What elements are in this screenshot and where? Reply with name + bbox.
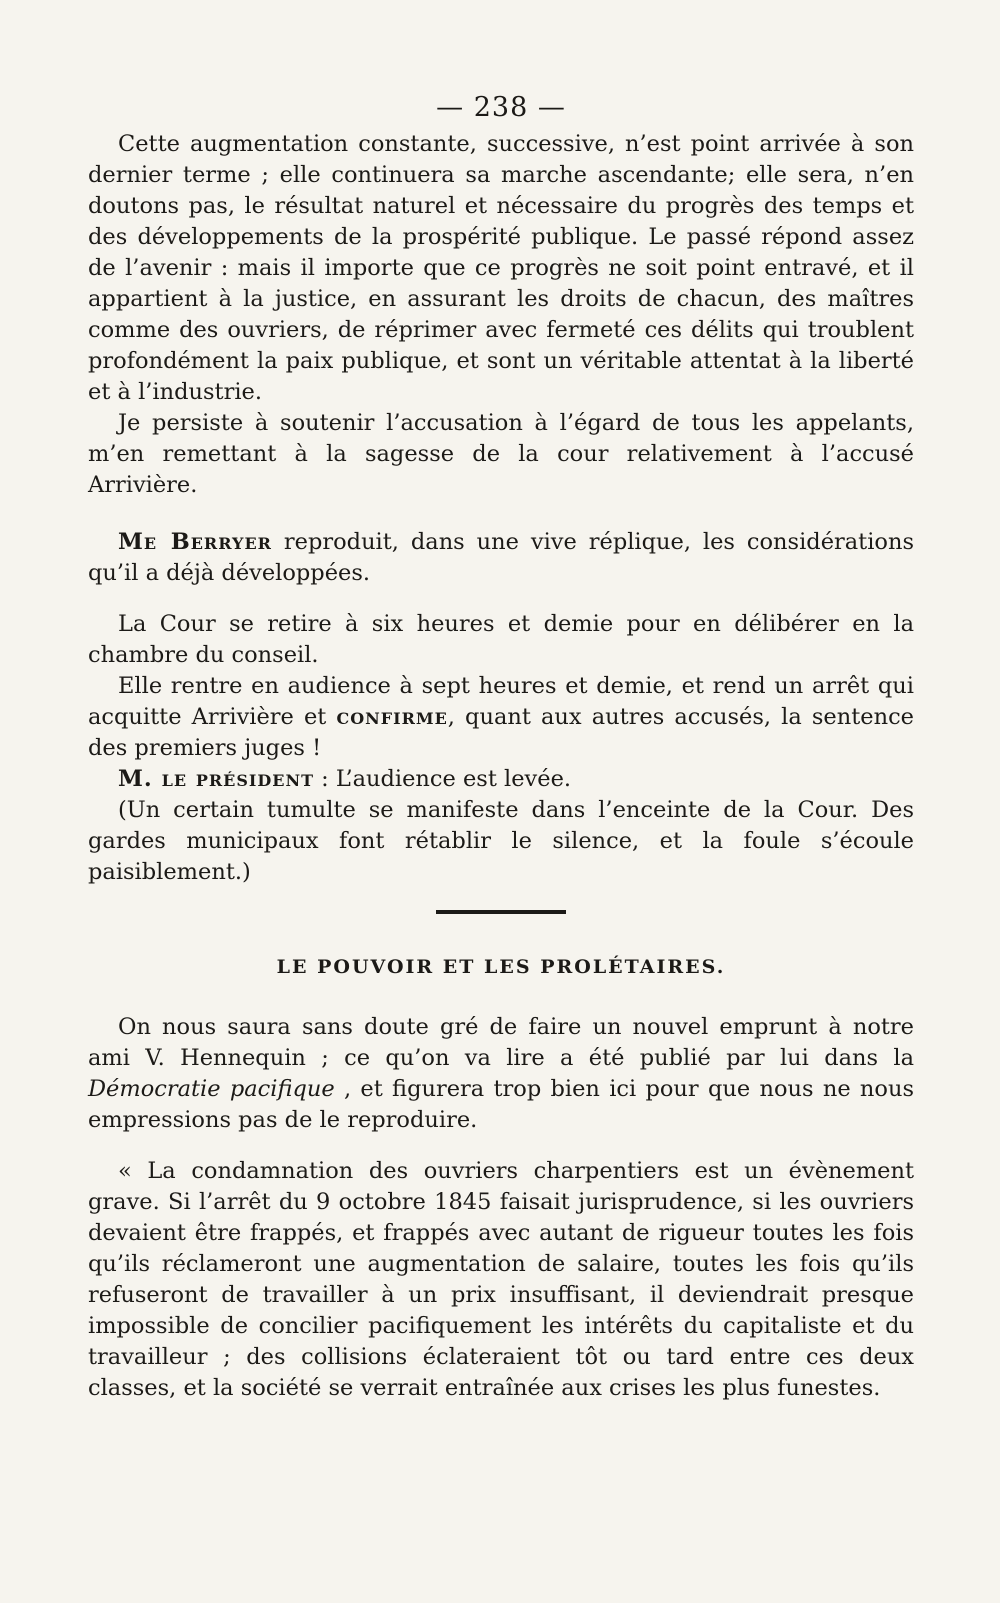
paragraph-text: On nous saura sans doute gré de faire un nouvel emprunt à notre ami V. Hennequin ; ce qu’on va lire a été publié par lui dans la	[88, 1014, 914, 1071]
paragraph	[88, 764, 914, 795]
paragraph: Je persiste à soutenir l’accusation à l’égard de tous les appelants, m’en remettant à la sagesse de la cour relativement à l’accusé Arrivière.	[88, 410, 914, 498]
paragraph	[88, 671, 914, 764]
paragraph-text: , et figurera trop bien ici pour que nous ne nous empressions pas de le reproduire.	[88, 1076, 914, 1133]
paragraph-text: , quant aux autres accusés, la sentence des premiers juges !	[88, 704, 914, 761]
publication-title: Démocratie pacifique	[88, 1076, 335, 1102]
speaker-name: Me Berryer	[118, 529, 272, 555]
document-page	[88, 92, 914, 1404]
paragraph	[88, 527, 914, 589]
page-number: — 238 —	[436, 92, 566, 123]
emphasis-word: confirme	[336, 704, 448, 730]
paragraph-text: : L’audience est levée.	[314, 766, 572, 792]
paragraph-text: reproduit, dans une vive réplique, les considérations qu’il a déjà développées.	[88, 529, 914, 586]
paragraph-text: Elle rentre en audience à sept heures et demie, et rend un arrêt qui acquitte Arrivière et	[88, 673, 914, 730]
paragraph	[88, 1012, 914, 1136]
paragraph: La Cour se retire à six heures et demie pour en délibérer en la chambre du conseil.	[88, 611, 914, 668]
paragraph: Cette augmentation constante, successive, n’est point arrivée à son dernier terme ; elle continuera sa marche ascendante; elle sera, n’en doutons pas, le résultat naturel et nécessaire du progrès des temps et des développements de la prospérité publique. Le passé répond assez de l’avenir : mais il importe que ce progrès ne soit point entravé, et il appartient à la justice, en assurant les droits de chacun, des maîtres comme des ouvriers, de réprimer avec fermeté ces délits qui troublent profondément la paix publique, et sont un véritable attentat à la liberté et à l’industrie.	[88, 131, 914, 405]
section-divider	[436, 910, 566, 914]
paragraph: « La condamnation des ouvriers charpentiers est un évènement grave. Si l’arrêt du 9 octobre 1845 faisait jurisprudence, si les ouvriers devaient être frappés, et frappés avec autant de rigueur toutes les fois qu’ils réclameront une augmentation de salaire, toutes les fois qu’ils refuseront de travailler à un prix insuffisant, il deviendrait presque impossible de concilier pacifiquement les intérêts du capitaliste et du travailleur ; des collisions éclateraient tôt ou tard entre ces deux classes, et la société se verrait entraînée aux crises les plus funestes.	[88, 1158, 914, 1401]
speaker-name: M. le président	[118, 766, 315, 792]
spacer	[88, 501, 914, 527]
paragraph: (Un certain tumulte se manifeste dans l’enceinte de la Cour. Des gardes municipaux font rétablir le silence, et la foule s’écoule paisiblement.)	[88, 797, 914, 885]
spacer	[88, 1136, 914, 1156]
spacer	[88, 589, 914, 609]
section-title: LE POUVOIR ET LES PROLÉTAIRES.	[276, 956, 726, 978]
